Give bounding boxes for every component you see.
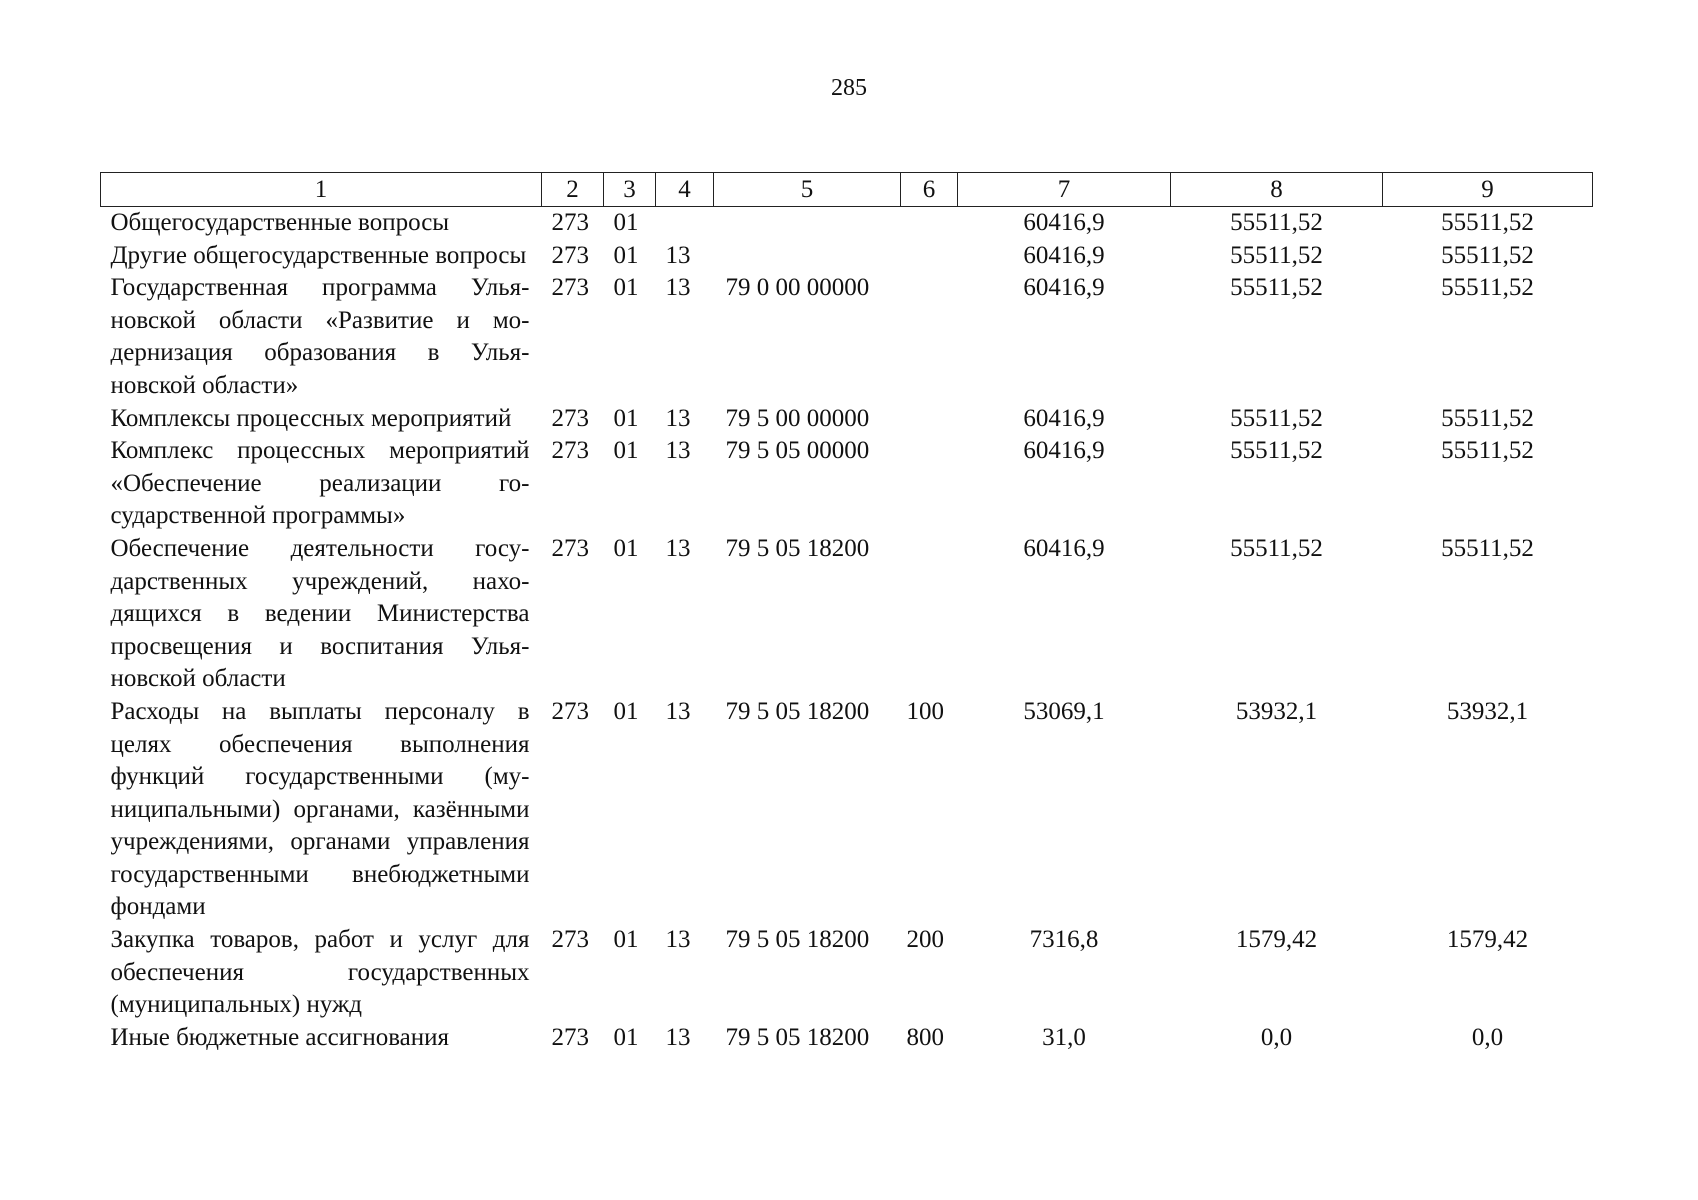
cell-vr — [901, 533, 958, 696]
table-row — [101, 696, 1593, 924]
column-header: 2 — [542, 173, 604, 207]
cell-grbs: 273 — [551, 534, 589, 562]
cell-vr — [901, 207, 958, 240]
cell-year2: 1579,42 — [1235, 926, 1318, 954]
cell-pr: 13 — [665, 1023, 691, 1051]
cell-rz: 01 — [613, 404, 639, 432]
column-header: 8 — [1171, 173, 1383, 207]
cell-pr — [656, 207, 714, 240]
cell-vr: 200 — [906, 926, 944, 954]
cell-grbs: 273 — [551, 697, 589, 725]
cell-grbs: 273 — [551, 926, 589, 954]
row-name: Комплексы процессных мероприятий — [110, 404, 512, 432]
cell-year2: 55511,52 — [1230, 274, 1323, 302]
cell-year2: 55511,52 — [1230, 241, 1323, 269]
cell-pr: 13 — [665, 697, 691, 725]
cell-year3: 53932,1 — [1446, 697, 1529, 725]
cell-year1: 7316,8 — [1029, 926, 1099, 954]
table-row — [101, 924, 1593, 1022]
table-row — [101, 240, 1593, 273]
row-name: Иные бюджетные ассигнования — [110, 1023, 450, 1051]
header-row — [101, 173, 1593, 207]
cell-grbs: 273 — [551, 437, 589, 465]
cell-year3: 55511,52 — [1441, 274, 1534, 302]
cell-vr: 800 — [906, 1023, 944, 1051]
cell-year2: 53932,1 — [1235, 697, 1318, 725]
cell-vr — [901, 272, 958, 402]
cell-grbs: 273 — [551, 1023, 589, 1051]
cell-rz: 01 — [613, 697, 639, 725]
cell-csr: 79 5 00 00000 — [725, 404, 870, 432]
cell-csr: 79 5 05 00000 — [725, 437, 870, 465]
table-row — [101, 207, 1593, 240]
cell-year3: 55511,52 — [1441, 241, 1534, 269]
cell-rz: 01 — [613, 1023, 639, 1051]
cell-pr: 13 — [665, 534, 691, 562]
table-row — [101, 272, 1593, 402]
cell-csr: 79 5 05 18200 — [725, 534, 870, 562]
cell-csr: 79 5 05 18200 — [725, 1023, 870, 1051]
cell-year1: 31,0 — [1042, 1023, 1086, 1051]
cell-csr: 79 5 05 18200 — [725, 926, 870, 954]
cell-vr — [901, 435, 958, 533]
cell-pr: 13 — [665, 926, 691, 954]
column-header: 5 — [714, 173, 901, 207]
cell-year2: 55511,52 — [1230, 534, 1323, 562]
cell-year1: 53069,1 — [1023, 697, 1105, 725]
cell-vr — [901, 240, 958, 273]
cell-year1: 60416,9 — [1023, 209, 1105, 236]
cell-year1: 60416,9 — [1023, 534, 1105, 562]
cell-rz: 01 — [613, 209, 639, 236]
cell-year2: 55511,52 — [1230, 209, 1323, 236]
cell-year1: 60416,9 — [1023, 241, 1105, 269]
cell-year1: 60416,9 — [1023, 404, 1105, 432]
cell-pr: 13 — [665, 241, 691, 269]
cell-csr: 79 5 05 18200 — [725, 697, 870, 725]
budget-table — [100, 172, 1593, 1054]
table-row — [101, 533, 1593, 696]
cell-pr: 13 — [665, 437, 691, 465]
cell-year3: 55511,52 — [1441, 404, 1534, 432]
cell-year1: 60416,9 — [1023, 437, 1105, 465]
column-header: 7 — [958, 173, 1171, 207]
cell-pr: 13 — [665, 274, 691, 302]
table-row — [101, 403, 1593, 436]
row-name: Общегосударственные вопросы — [110, 209, 450, 236]
row-name: Комплекс процессных мероприятий «Обеспечение реализации государственной программы» — [110, 437, 530, 530]
cell-rz: 01 — [613, 274, 639, 302]
column-header: 9 — [1383, 173, 1593, 207]
cell-year2: 0,0 — [1260, 1023, 1293, 1051]
cell-vr — [901, 403, 958, 436]
cell-grbs: 273 — [551, 404, 589, 432]
cell-rz: 01 — [613, 437, 639, 465]
cell-csr — [714, 240, 901, 273]
cell-grbs: 273 — [551, 209, 589, 236]
cell-year3: 0,0 — [1471, 1023, 1504, 1051]
cell-year3: 55511,52 — [1441, 437, 1534, 465]
cell-csr: 79 0 00 00000 — [725, 274, 870, 302]
row-name: Закупка товаров, работ и услуг для обеспечения государственных (муниципальных) нужд — [110, 926, 530, 1019]
column-header: 6 — [901, 173, 958, 207]
cell-year3: 55511,52 — [1441, 209, 1534, 236]
row-name: Государственная программа Ульяновской области «Развитие и модернизация образования в Ульяновской области» — [110, 274, 530, 399]
cell-rz: 01 — [613, 241, 639, 269]
cell-year1: 60416,9 — [1023, 274, 1105, 302]
table-row — [101, 1022, 1593, 1055]
row-name: Обеспечение деятельности государственных учреждений, находящихся в ведении Министерства просвещения и воспитания Ульяновской области — [110, 534, 530, 693]
cell-year2: 55511,52 — [1230, 437, 1323, 465]
column-header: 1 — [101, 173, 542, 207]
row-name: Расходы на выплаты персоналу в целях обеспечения выполнения функций государственными (муниципальными) органами, казёнными учреждениями, органами управления государственными внебюджетными фондами — [110, 697, 530, 921]
page-number: 285 — [831, 75, 867, 101]
cell-vr: 100 — [906, 697, 944, 725]
cell-pr: 13 — [665, 404, 691, 432]
cell-rz: 01 — [613, 926, 639, 954]
cell-year3: 1579,42 — [1446, 926, 1529, 954]
table-row — [101, 435, 1593, 533]
column-header: 4 — [656, 173, 714, 207]
row-name: Другие общегосударственные вопросы — [110, 241, 527, 269]
cell-rz: 01 — [613, 534, 639, 562]
cell-grbs: 273 — [551, 241, 589, 269]
cell-year2: 55511,52 — [1230, 404, 1323, 432]
cell-csr — [714, 207, 901, 240]
cell-grbs: 273 — [551, 274, 589, 302]
column-header: 3 — [604, 173, 656, 207]
cell-year3: 55511,52 — [1441, 534, 1534, 562]
